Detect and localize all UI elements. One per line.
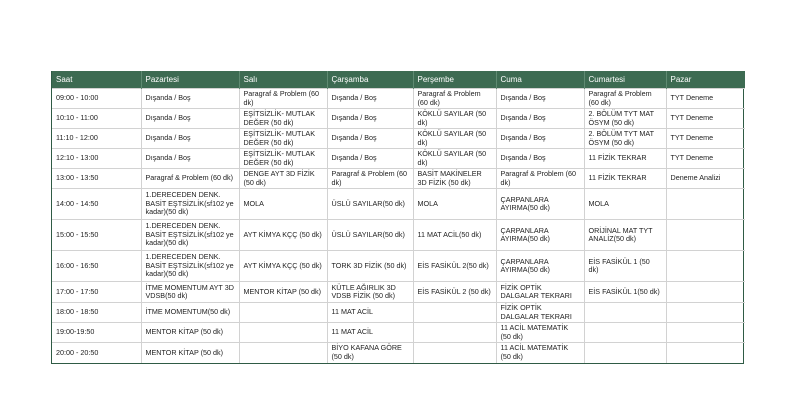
schedule-cell <box>239 303 327 323</box>
header-sali: Salı <box>239 71 327 89</box>
schedule-cell: Paragraf & Problem (60 dk) <box>584 89 666 109</box>
time-cell: 19:00-19:50 <box>52 323 141 343</box>
schedule-cell: MOLA <box>239 189 327 220</box>
time-cell: 11:10 - 12:00 <box>52 129 141 149</box>
schedule-cell: ÇARPANLARA AYIRMA(50 dk) <box>496 220 584 251</box>
schedule-table-container <box>51 71 744 364</box>
schedule-cell: TYT Deneme <box>666 109 745 129</box>
schedule-cell: FİZİK OPTİK DALGALAR TEKRARI <box>496 303 584 323</box>
header-pazartesi: Pazartesi <box>141 71 239 89</box>
schedule-cell: TYT Deneme <box>666 149 745 169</box>
header-saat: Saat <box>52 71 141 89</box>
schedule-cell: BİYO KAFANA GÖRE (50 dk) <box>327 343 413 363</box>
schedule-cell: MENTOR KİTAP (50 dk) <box>141 323 239 343</box>
table-row <box>52 129 745 149</box>
schedule-cell: 11 FİZİK TEKRAR <box>584 169 666 189</box>
schedule-cell: KÖKLÜ SAYILAR (50 dk) <box>413 149 496 169</box>
header-cuma: Cuma <box>496 71 584 89</box>
schedule-cell <box>666 189 745 220</box>
schedule-cell: Dışanda / Boş <box>141 89 239 109</box>
schedule-cell <box>666 282 745 303</box>
header-persembe: Perşembe <box>413 71 496 89</box>
time-cell: 16:00 - 16:50 <box>52 251 141 282</box>
schedule-cell: FİZİK OPTİK DALGALAR TEKRARI <box>496 282 584 303</box>
schedule-cell: EİS FASİKÜL 2 (50 dk) <box>413 282 496 303</box>
schedule-cell: 1.DERECEDEN DENK. BASİT EŞTSİZLİK(sf102 ye kadar)(50 dk) <box>141 220 239 251</box>
table-row <box>52 220 745 251</box>
schedule-cell: Paragraf & Problem (60 dk) <box>413 89 496 109</box>
schedule-cell: Dışanda / Boş <box>141 109 239 129</box>
schedule-cell: Paragraf & Problem (60 dk) <box>239 89 327 109</box>
schedule-cell: ÇARPANLARA AYIRMA(50 dk) <box>496 189 584 220</box>
schedule-cell <box>584 343 666 363</box>
schedule-cell <box>666 303 745 323</box>
time-cell: 12:10 - 13:00 <box>52 149 141 169</box>
schedule-cell <box>413 343 496 363</box>
schedule-cell: KÖKLÜ SAYILAR (50 dk) <box>413 109 496 129</box>
schedule-cell: 2. BÖLÜM TYT MAT ÖSYM (50 dk) <box>584 129 666 149</box>
schedule-cell: 11 MAT ACİL <box>327 303 413 323</box>
table-row <box>52 189 745 220</box>
schedule-cell <box>666 220 745 251</box>
schedule-cell: Dışanda / Boş <box>496 89 584 109</box>
schedule-cell: 11 ACİL MATEMATİK (50 dk) <box>496 343 584 363</box>
schedule-cell: 11 MAT ACİL <box>327 323 413 343</box>
table-row <box>52 149 745 169</box>
table-row <box>52 89 745 109</box>
schedule-cell: EŞİTSİZLİK- MUTLAK DEĞER (50 dk) <box>239 129 327 149</box>
schedule-cell: MOLA <box>584 189 666 220</box>
schedule-cell: Dışanda / Boş <box>327 109 413 129</box>
schedule-cell: Dışanda / Boş <box>327 129 413 149</box>
schedule-cell: ÜSLÜ SAYILAR(50 dk) <box>327 220 413 251</box>
schedule-cell: Dışanda / Boş <box>327 89 413 109</box>
schedule-cell: EŞİTSİZLİK- MUTLAK DEĞER (50 dk) <box>239 149 327 169</box>
schedule-cell: Deneme Analizi <box>666 169 745 189</box>
schedule-cell: 11 MAT ACİL(50 dk) <box>413 220 496 251</box>
schedule-cell: Dışanda / Boş <box>141 129 239 149</box>
schedule-cell: EİS FASİKÜL 1(50 dk) <box>584 282 666 303</box>
schedule-cell: Dışanda / Boş <box>496 129 584 149</box>
schedule-cell <box>584 323 666 343</box>
schedule-cell: TYT Deneme <box>666 89 745 109</box>
schedule-cell: ÜSLÜ SAYILAR(50 dk) <box>327 189 413 220</box>
schedule-cell: Paragraf & Problem (60 dk) <box>327 169 413 189</box>
schedule-cell: ORİJİNAL MAT TYT ANALİZ(50 dk) <box>584 220 666 251</box>
schedule-cell <box>666 343 745 363</box>
schedule-cell: EİS FASİKÜL 1 (50 dk) <box>584 251 666 282</box>
schedule-cell: BASİT MAKİNELER 3D FİZİK (50 dk) <box>413 169 496 189</box>
schedule-cell <box>239 343 327 363</box>
time-cell: 14:00 - 14:50 <box>52 189 141 220</box>
schedule-cell <box>666 323 745 343</box>
schedule-cell: EİS FASİKÜL 2(50 dk) <box>413 251 496 282</box>
schedule-cell: Paragraf & Problem (60 dk) <box>496 169 584 189</box>
schedule-cell <box>413 323 496 343</box>
schedule-body <box>52 89 745 363</box>
header-row <box>52 71 745 89</box>
schedule-cell <box>413 303 496 323</box>
time-cell: 13:00 - 13:50 <box>52 169 141 189</box>
schedule-cell: ÇARPANLARA AYIRMA(50 dk) <box>496 251 584 282</box>
schedule-cell: AYT KİMYA KÇÇ (50 dk) <box>239 220 327 251</box>
schedule-cell: İTME MOMENTUM AYT 3D VDSB(50 dk) <box>141 282 239 303</box>
schedule-cell <box>584 303 666 323</box>
schedule-cell: Paragraf & Problem (60 dk) <box>141 169 239 189</box>
table-row <box>52 282 745 303</box>
schedule-cell: Dışanda / Boş <box>496 149 584 169</box>
schedule-cell <box>239 323 327 343</box>
schedule-cell <box>666 251 745 282</box>
schedule-cell: KÜTLE AĞIRLIK 3D VDSB FİZİK (50 dk) <box>327 282 413 303</box>
schedule-cell: DENGE AYT 3D FİZİK (50 dk) <box>239 169 327 189</box>
schedule-cell: 11 ACİL MATEMATİK (50 dk) <box>496 323 584 343</box>
table-row <box>52 109 745 129</box>
header-pazar: Pazar <box>666 71 745 89</box>
schedule-cell: TYT Deneme <box>666 129 745 149</box>
header-carsamba: Çarşamba <box>327 71 413 89</box>
time-cell: 10:10 - 11:00 <box>52 109 141 129</box>
schedule-cell: İTME MOMENTUM(50 dk) <box>141 303 239 323</box>
time-cell: 15:00 - 15:50 <box>52 220 141 251</box>
schedule-cell: EŞİTSİZLİK- MUTLAK DEĞER (50 dk) <box>239 109 327 129</box>
time-cell: 17:00 - 17:50 <box>52 282 141 303</box>
schedule-cell: MENTOR KİTAP (50 dk) <box>141 343 239 363</box>
schedule-cell: TORK 3D FİZİK (50 dk) <box>327 251 413 282</box>
table-row <box>52 251 745 282</box>
schedule-cell: AYT KİMYA KÇÇ (50 dk) <box>239 251 327 282</box>
schedule-cell: 2. BÖLÜM TYT MAT ÖSYM (50 dk) <box>584 109 666 129</box>
schedule-cell: 1.DERECEDEN DENK. BASİT EŞTSİZLİK(sf102 ye kadar)(50 dk) <box>141 189 239 220</box>
weekly-schedule-table <box>52 71 745 363</box>
table-row <box>52 323 745 343</box>
table-row <box>52 169 745 189</box>
schedule-cell: MOLA <box>413 189 496 220</box>
schedule-cell: Dışanda / Boş <box>327 149 413 169</box>
time-cell: 20:00 - 20:50 <box>52 343 141 363</box>
table-row <box>52 303 745 323</box>
schedule-cell: MENTOR KİTAP (50 dk) <box>239 282 327 303</box>
time-cell: 09:00 - 10:00 <box>52 89 141 109</box>
header-cumartesi: Cumartesi <box>584 71 666 89</box>
time-cell: 18:00 - 18:50 <box>52 303 141 323</box>
schedule-cell: Dışanda / Boş <box>496 109 584 129</box>
table-row <box>52 343 745 363</box>
schedule-cell: 11 FİZİK TEKRAR <box>584 149 666 169</box>
schedule-cell: KÖKLÜ SAYILAR (50 dk) <box>413 129 496 149</box>
schedule-cell: 1.DERECEDEN DENK. BASİT EŞTSİZLİK(sf102 ye kadar)(50 dk) <box>141 251 239 282</box>
schedule-cell: Dışanda / Boş <box>141 149 239 169</box>
